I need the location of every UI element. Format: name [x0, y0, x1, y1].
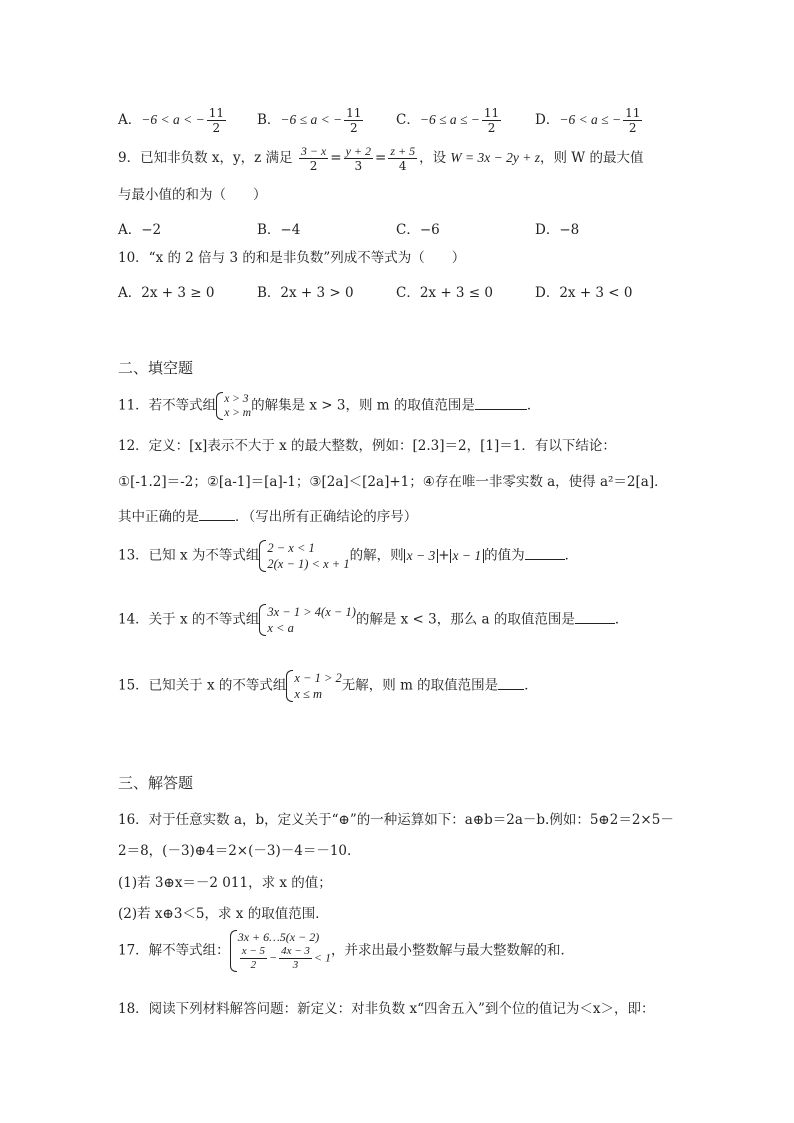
q17: 17．解不等式组： 3x + 6…5(x − 2) $\frac{x - 5}{2}$ − $\frac{4x - 3}{3}$ < 1 ，并求出最小整数解与最大整数解的和． [118, 930, 575, 971]
q12-line3: 其中正确的是 ．（写出所有正确结论的序号） [118, 509, 418, 525]
q16-part1: (1)若 3⊕x＝－2 011，求 x 的值； [118, 875, 332, 891]
q8-option-c: C．−6 ≤ a ≤ − $\frac{11}{2}$ [396, 106, 500, 135]
q16-part2: (2)若 x⊕3＜5，求 x 的取值范围． [118, 906, 329, 922]
q9-option-c: C．−6 [396, 222, 440, 238]
q9-option-b: B．−4 [257, 222, 301, 238]
q13: 13．已知 x 为不等式组 2 − x < 1 2(x − 1) < x + 1 的解，则 x − 3 + x − 1 的值为 ． [118, 541, 579, 571]
q14: 14．关于 x 的不等式组 3x − 1 > 4(x − 1) x < a 的解是 x < 3，那么 a 的取值范围是 ． [118, 605, 629, 635]
q15: 15．已知关于 x 的不等式组 x − 1 > 2 x ≤ m 无解，则 m 的取值范围是 ． [118, 671, 538, 701]
q16-line2: 2＝8，(－3)⊕4＝2×(－3)－4＝－10. [118, 843, 352, 859]
section-heading-solutions: 三、解答题 [118, 774, 194, 792]
q12-line2: ①[-1.2]＝-2；②[a-1]＝[a]-1；③[2a]＜[2a]+1；④存在唯一非零实数 a，使得 a²＝2[a]． [118, 474, 668, 490]
q10-stem: 10．“x 的 2 倍与 3 的和是非负数”列成不等式为（ ） [118, 250, 466, 266]
q9-option-a: A．−2 [118, 222, 162, 238]
q10-option-b: B．2x + 3 > 0 [257, 285, 354, 301]
section-heading-fill-in: 二、填空题 [118, 359, 194, 377]
q8-option-d: D．−6 < a ≤ − $\frac{11}{2}$ [535, 106, 641, 135]
q10-option-a: A．2x + 3 ≥ 0 [118, 285, 215, 301]
q11: 11．若不等式组 x > 3 x > m 的解集是 x > 3，则 m 的取值范围是 ． [118, 393, 541, 419]
q10-option-d: D．2x + 3 < 0 [535, 285, 633, 301]
q8-option-a: A．−6 < a < − $\frac{11}{2}$ [118, 106, 224, 135]
q10-option-c: C．2x + 3 ≤ 0 [396, 285, 493, 301]
q16-line1: 16．对于任意实数 a，b，定义关于“⊕”的一种运算如下：a⊕b＝2a－b.例如：5⊕2＝2×5－ [118, 812, 674, 828]
q9-stem: 9．已知非负数 x，y，z 满足 $\frac{3 - x}{2}$ = $\frac{y + 2}{3}$ = $\frac{z + 5}{4}$ ，设 W = 3x − 2y + z，则 W 的最大值 [118, 144, 644, 173]
q18-line1: 18．阅读下列材料解答问题：新定义：对非负数 x“四舍五入”到个位的值记为＜x＞，即： [118, 1001, 655, 1017]
q8-option-b: B．−6 ≤ a < − $\frac{11}{2}$ [257, 106, 362, 135]
q12-line1: 12．定义：[x]表示不大于 x 的最大整数，例如：[2.3]＝2，[1]＝1．有以下结论： [118, 438, 616, 454]
q9-option-d: D．−8 [535, 222, 580, 238]
q9-stem-line2: 与最小值的和为（ ） [118, 187, 267, 203]
